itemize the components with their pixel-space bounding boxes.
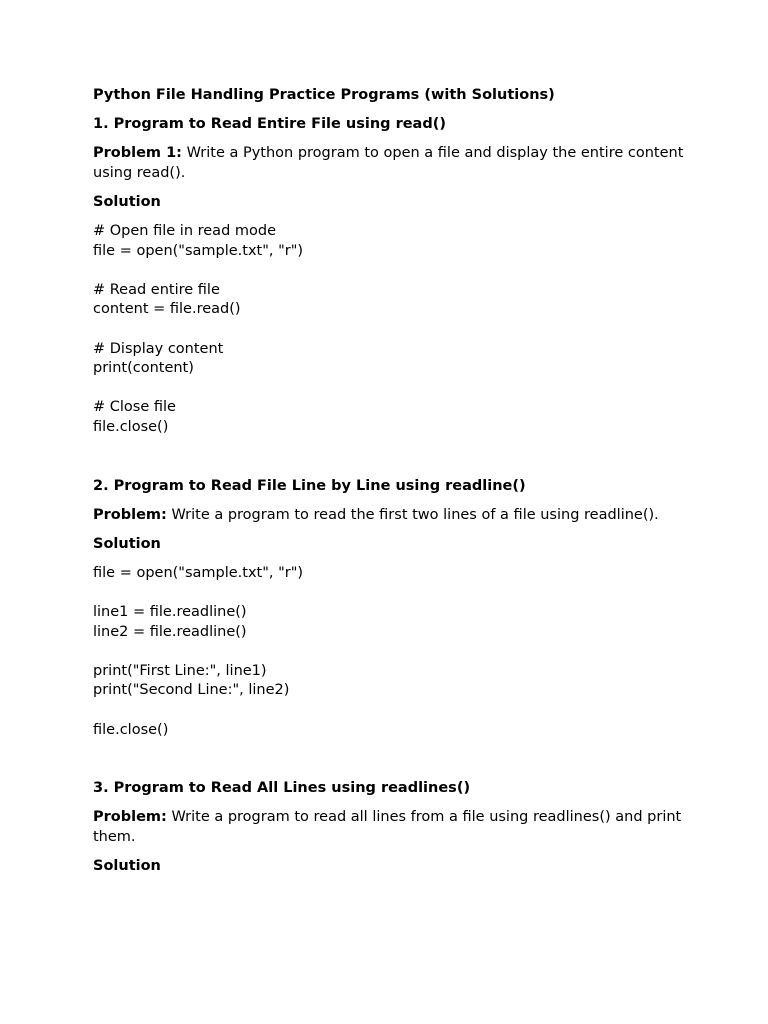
section-2-code — [93, 564, 693, 740]
code-line: # Display content — [93, 340, 224, 357]
code-line: # Close file — [93, 399, 176, 416]
section-1-problem-text: Write a Python program to open a file and display the entire content using read(). — [93, 145, 684, 181]
code-line: line2 = file.readline() — [93, 623, 247, 640]
code-line: print(content) — [93, 360, 194, 377]
code-line: file.close() — [93, 418, 169, 435]
code-line — [93, 583, 693, 603]
section-1-code — [93, 222, 693, 438]
section-3-problem-label: Problem: — [93, 809, 167, 826]
code-line — [93, 379, 693, 399]
code-line — [93, 261, 693, 281]
document-page — [93, 86, 693, 877]
section-2-problem — [93, 506, 693, 526]
code-line: file = open("sample.txt", "r") — [93, 564, 304, 581]
section-1-problem-label: Problem 1: — [93, 145, 182, 162]
code-line: # Open file in read mode — [93, 222, 276, 239]
code-line: file.close() — [93, 721, 169, 738]
code-line: # Read entire file — [93, 281, 220, 298]
section-1-problem — [93, 144, 693, 183]
section-3-heading: 3. Program to Read All Lines using readlines() — [93, 780, 471, 797]
code-line: print("First Line:", line1) — [93, 662, 267, 679]
section-3-problem — [93, 808, 693, 847]
code-line: line1 = file.readline() — [93, 603, 247, 620]
section-3-solution-label: Solution — [93, 857, 161, 874]
code-line — [93, 320, 693, 340]
section-2-solution-label: Solution — [93, 535, 161, 552]
section-2-problem-label: Problem: — [93, 506, 167, 523]
code-line — [93, 642, 693, 662]
section-1-heading: 1. Program to Read Entire File using read() — [93, 116, 446, 133]
code-line: print("Second Line:", line2) — [93, 682, 290, 699]
code-line: content = file.read() — [93, 301, 241, 318]
section-1-solution-label: Solution — [93, 193, 161, 210]
section-2-heading: 2. Program to Read File Line by Line using readline() — [93, 477, 526, 494]
section-3-problem-text: Write a program to read all lines from a file using readlines() and print them. — [93, 809, 682, 845]
code-line — [93, 701, 693, 721]
section-2-problem-text: Write a program to read the first two lines of a file using readline(). — [166, 506, 659, 523]
code-line: file = open("sample.txt", "r") — [93, 242, 304, 259]
document-title: Python File Handling Practice Programs (with Solutions) — [93, 87, 555, 103]
